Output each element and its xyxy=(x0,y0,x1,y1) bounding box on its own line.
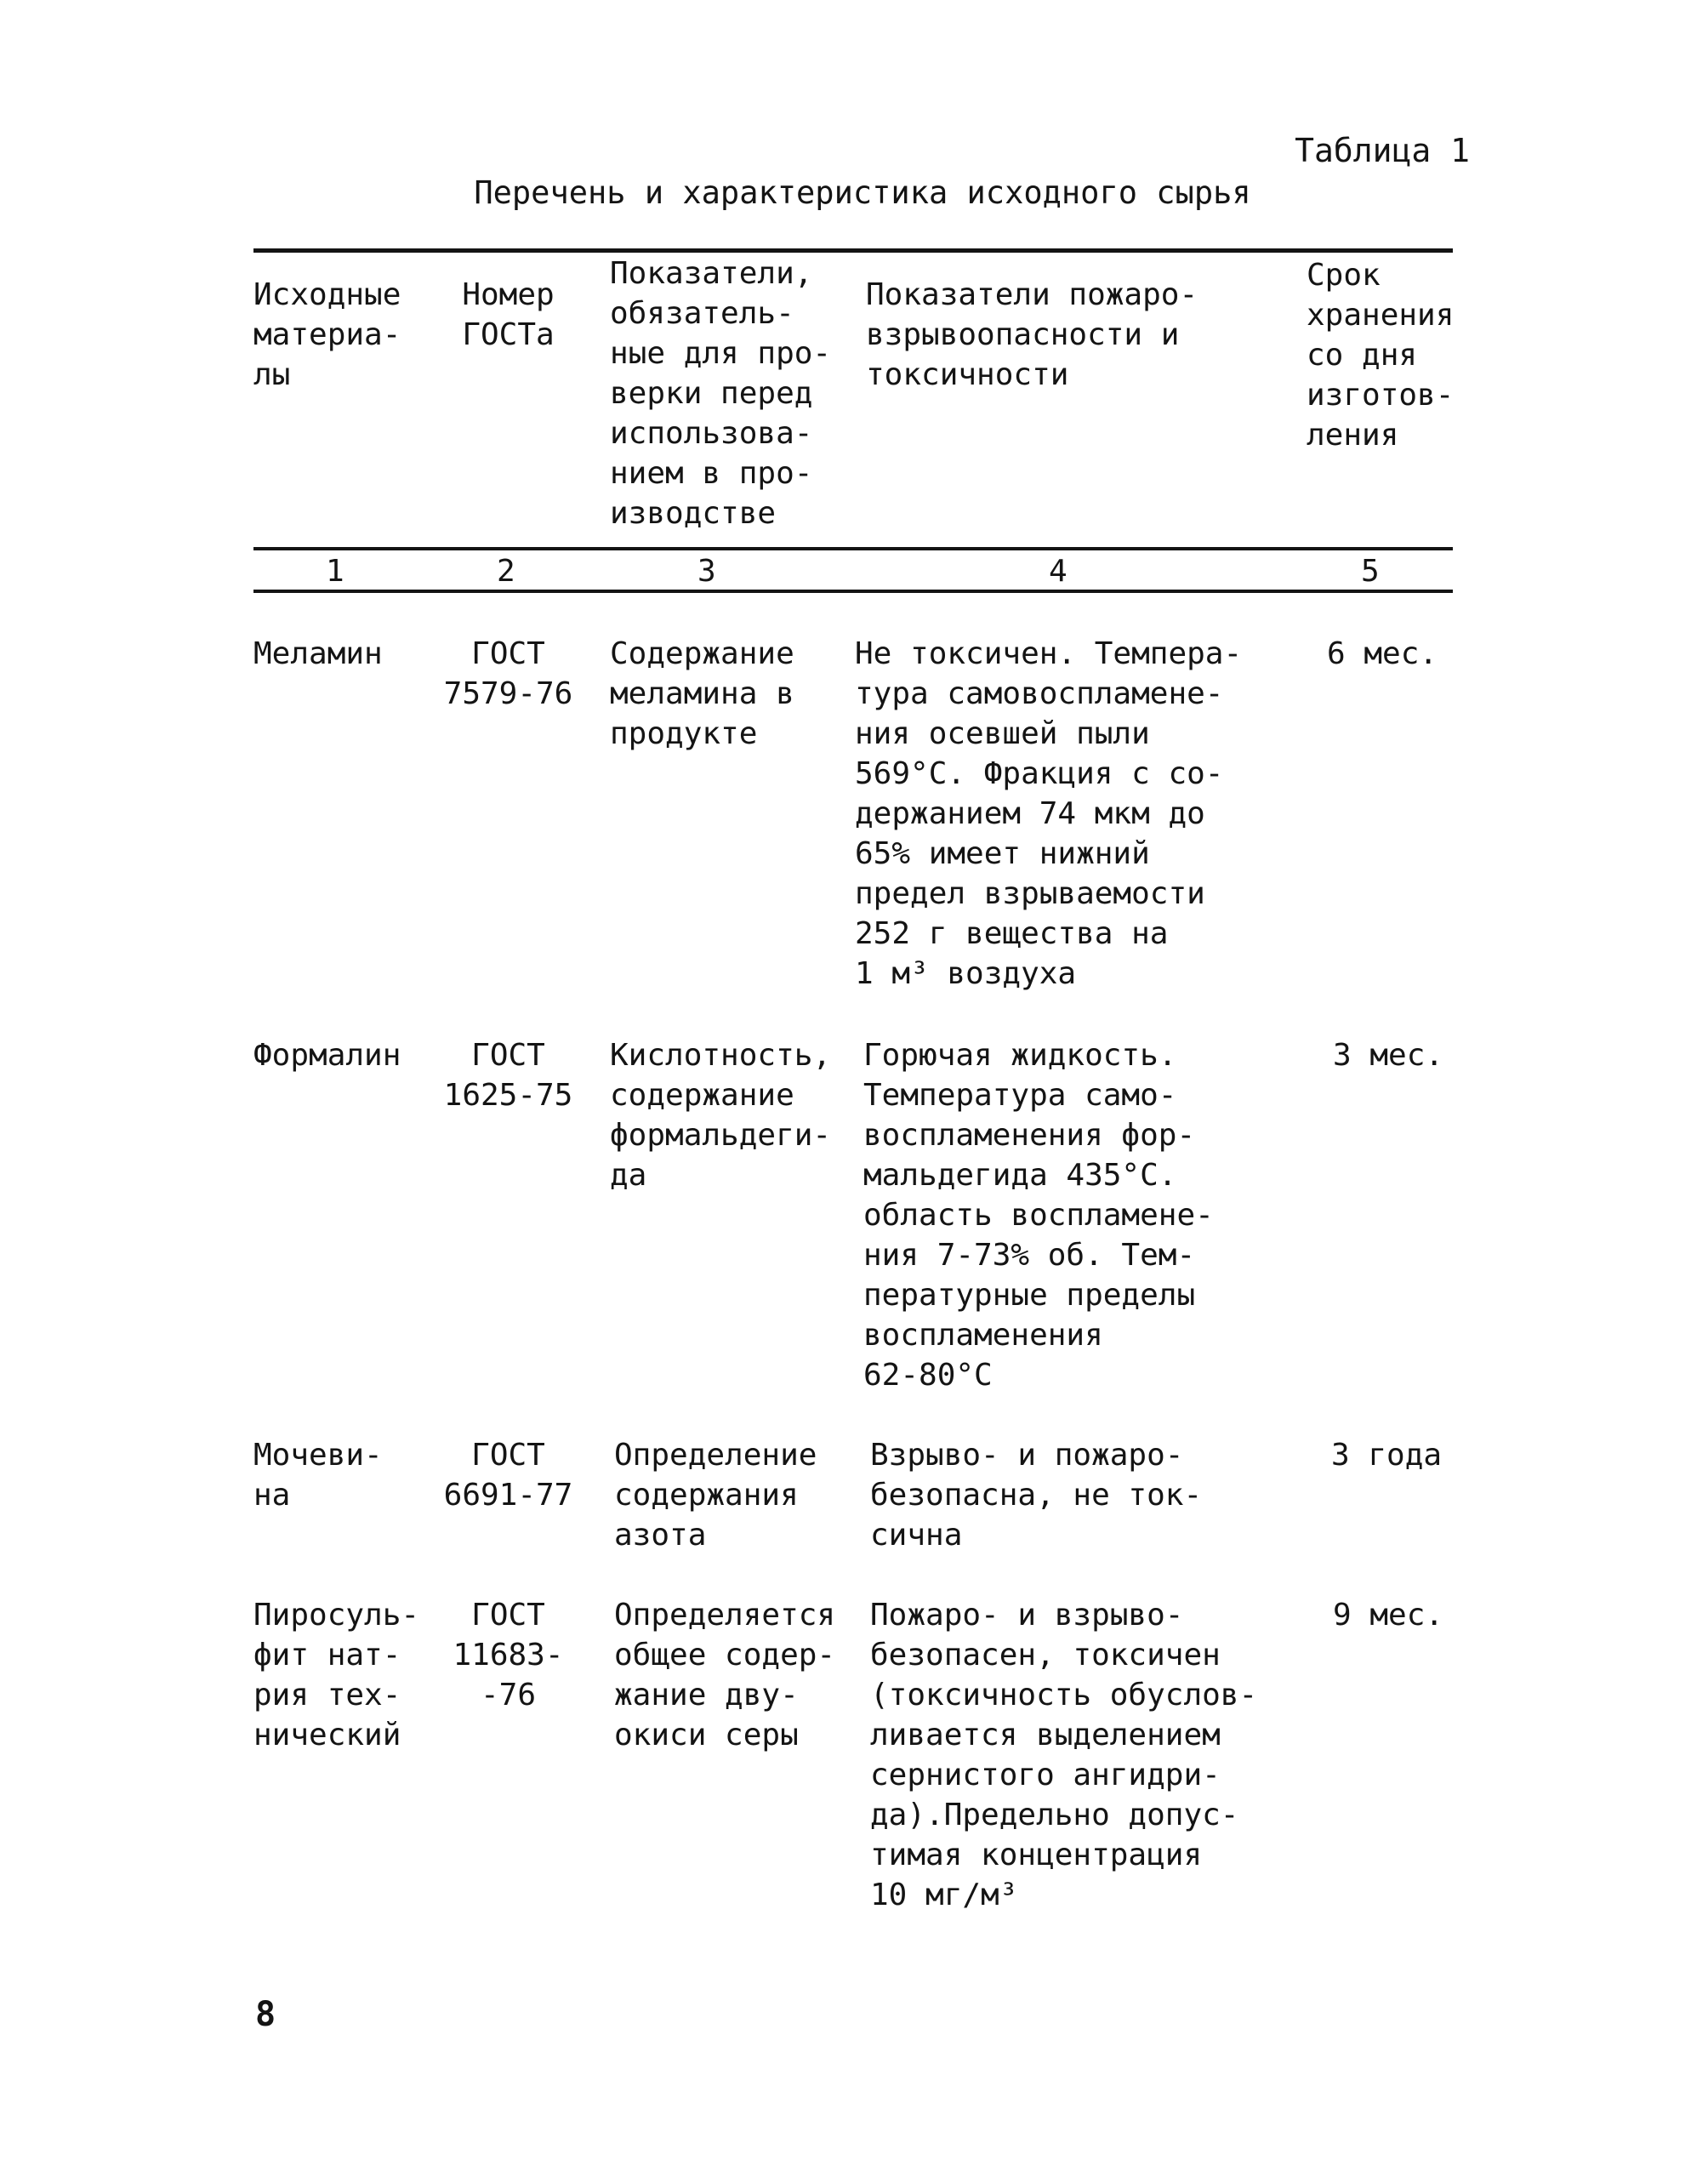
header-materials: Исходные материа- лы xyxy=(253,277,401,392)
table-row-3-storage: 3 года xyxy=(1331,1438,1443,1473)
header-storage-term: Срок хранения со дня изготов- ления xyxy=(1307,258,1455,453)
header-gost-number: Номер ГОСТа xyxy=(462,277,555,352)
column-number-4: 4 xyxy=(1049,554,1068,589)
column-number-2: 2 xyxy=(497,554,515,589)
table-row-1-storage: 6 мес. xyxy=(1327,636,1438,671)
table-row-3-hazard: Взрыво- и пожаро- безопасна, не ток- сична xyxy=(870,1438,1203,1553)
table-row-3-check: Определение содержания азота xyxy=(614,1438,817,1553)
header-bottom-rule xyxy=(253,547,1453,550)
table-row-4-hazard: Пожаро- и взрыво- безопасен, токсичен (токсичность обуслов- ливается выделением сернистого ангидри- да).Предельно допус- тимая концентрация 10 мг/м³ xyxy=(870,1598,1258,1912)
column-numbers-rule xyxy=(253,590,1453,593)
header-check-indicators: Показатели, обязатель- ные для про- верки перед использова- нием в про- изводстве xyxy=(610,256,832,531)
table-row-2-check: Кислотность, содержание формальдеги- да xyxy=(610,1038,832,1193)
table-row-4-gost: ГОСТ 11683- -76 xyxy=(453,1598,564,1713)
table-row-1-material: Меламин xyxy=(253,636,383,671)
table-row-3-material: Мочеви- на xyxy=(253,1438,383,1513)
table-row-4-check: Определяется общее содер- жание дву- окиси серы xyxy=(614,1598,836,1753)
column-number-3: 3 xyxy=(697,554,716,589)
table-label: Таблица 1 xyxy=(1295,132,1470,169)
table-row-1-check: Содержание меламина в продукте xyxy=(610,636,794,751)
table-row-4-storage: 9 мес. xyxy=(1333,1598,1444,1633)
table-title: Перечень и характеристика исходного сырья xyxy=(474,174,1251,211)
table-top-rule xyxy=(253,248,1453,253)
page-number: 8 xyxy=(255,1995,276,2034)
header-hazard-indicators: Показатели пожаро- взрывоопасности и токсичности xyxy=(866,277,1198,392)
table-row-4-material: Пиросуль- фит нат- рия тех- нический xyxy=(253,1598,420,1753)
table-row-2-storage: 3 мес. xyxy=(1333,1038,1444,1073)
table-row-3-gost: ГОСТ 6691-77 xyxy=(443,1438,573,1513)
column-number-5: 5 xyxy=(1361,554,1380,589)
column-number-1: 1 xyxy=(326,554,344,589)
table-row-2-gost: ГОСТ 1625-75 xyxy=(443,1038,573,1113)
table-row-1-gost: ГОСТ 7579-76 xyxy=(443,636,573,711)
table-row-2-material: Формалин xyxy=(253,1038,401,1073)
table-row-2-hazard: Горючая жидкость. Температура само- воспламенения фор- мальдегида 435°С. область воспламене- ния 7-73% об. Тем- пературные пределы воспламенения 62-80°С xyxy=(863,1038,1214,1393)
table-row-1-hazard: Не токсичен. Темпера- тура самовоспламене- ния осевшей пыли 569°С. Фракция с со- держанием 74 мкм до 65% имеет нижний предел взрываемости 252 г вещества на 1 м³ воздуха xyxy=(855,636,1243,991)
